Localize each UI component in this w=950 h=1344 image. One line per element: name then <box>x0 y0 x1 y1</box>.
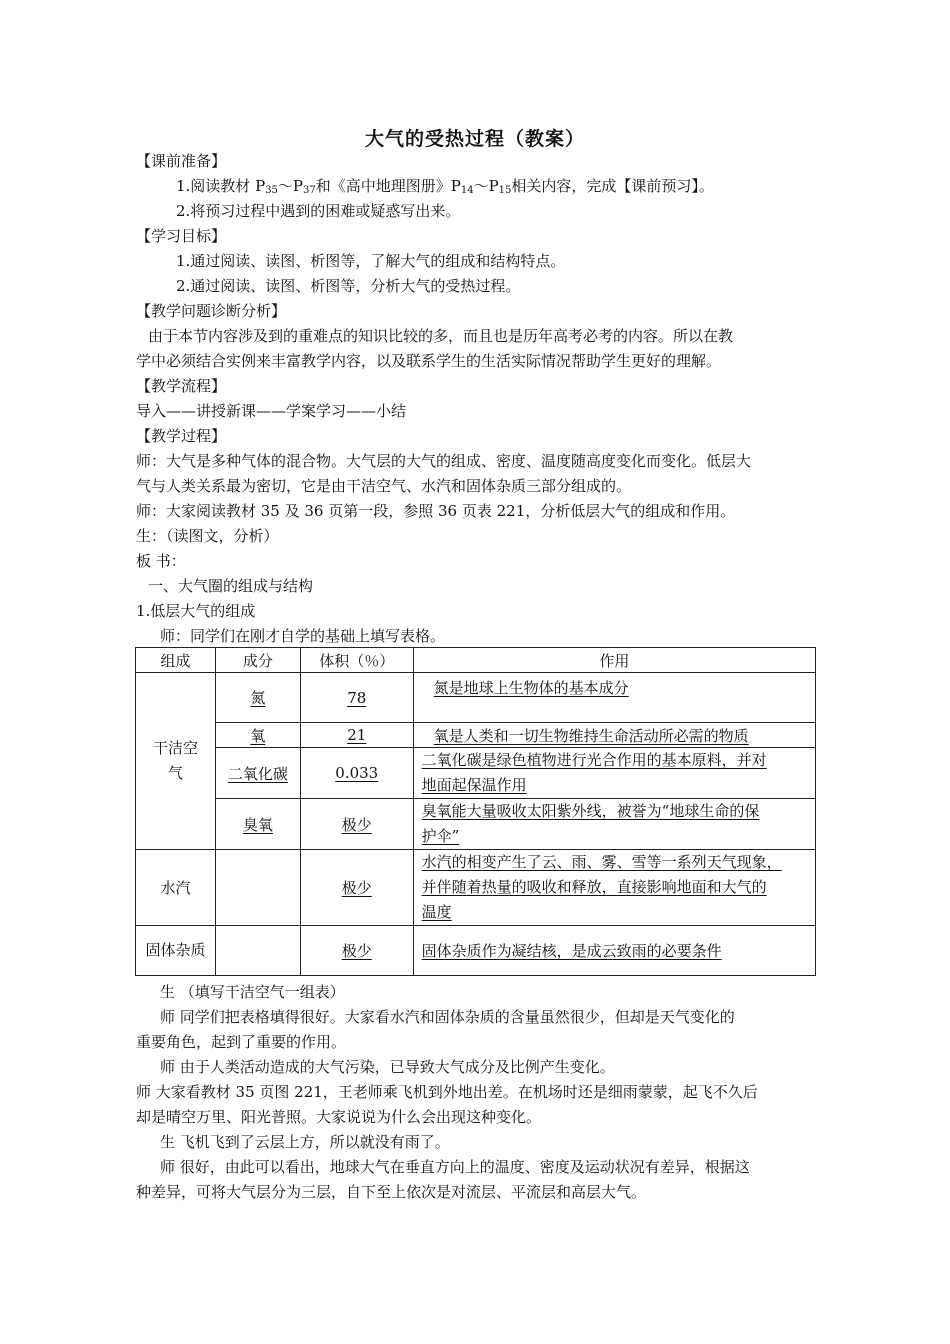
header-cell: 作用 <box>413 648 815 673</box>
volume-cell: 极少 <box>300 799 413 850</box>
after-line-4b: 却是晴空万里、阳光普照。大家说说为什么会出现这种变化。 <box>136 1108 542 1126</box>
goal-item-1: 1.通过阅读、读图、析图等，了解大气的组成和结构特点。 <box>176 252 566 270</box>
goal-item-2: 2.通过阅读、读图、析图等，分析大气的受热过程。 <box>176 277 521 295</box>
prep-item-1: 1.阅读教材 $P_{35}\sim P_{37}$和《高中地理图册》$P_{14}\sim P_{15}$相关内容，完成【课前预习】。 <box>176 177 714 196</box>
after-line-4a: 师 大家看教材 35 页图 221，王老师乘飞机到外地出差。在机场时还是细雨蒙蒙，起飞不久后 <box>136 1083 758 1101</box>
page-title: 大气的受热过程（教案） <box>364 128 585 150</box>
volume-cell: 0.033 <box>300 748 413 799</box>
section-heading-diagnosis: 【教学问题诊断分析】 <box>136 302 287 320</box>
after-line-1: 生 （填写干洁空气一组表） <box>160 983 345 1001</box>
flow-text: 导入——讲授新课——学案学习——小结 <box>136 402 407 420</box>
component-cell <box>215 926 300 976</box>
volume-cell: 极少 <box>300 850 413 926</box>
function-cell: 氧是人类和一切生物维持生命活动所必需的物质 <box>413 723 815 748</box>
atmosphere-composition-table <box>135 647 816 976</box>
section-heading-flow: 【教学流程】 <box>136 377 227 395</box>
volume-cell: 极少 <box>300 926 413 976</box>
after-line-6a: 师 很好，由此可以看出，地球大气在垂直方向上的温度、密度及运动状况有差异，根据这 <box>160 1158 750 1176</box>
function-cell: 固体杂质作为凝结核，是成云致雨的必要条件 <box>413 926 815 976</box>
after-line-6b: 种差异，可将大气层分为三层，自下至上依次是对流层、平流层和高层大气。 <box>136 1183 647 1201</box>
section-heading-goals: 【学习目标】 <box>136 227 227 245</box>
component-cell: 二氧化碳 <box>215 748 300 799</box>
group-cell-dry-air: 干洁空气 <box>136 673 216 850</box>
table-header-row <box>136 648 816 673</box>
table-row <box>136 926 816 976</box>
header-cell: 组成 <box>136 648 216 673</box>
table-row <box>136 673 816 723</box>
function-cell: 氮是地球上生物体的基本成分 <box>413 673 815 723</box>
process-line-1: 师：大气是多种气体的混合物。大气层的大气的组成、密度、温度随高度变化而变化。低层大 <box>136 452 752 470</box>
diagnosis-line-2: 学中必须结合实例来丰富教学内容，以及联系学生的生活实际情况帮助学生更好的理解。 <box>136 352 722 370</box>
function-cell: 臭氧能大量吸收太阳紫外线，被誉为“地球生命的保 护伞” <box>413 799 815 850</box>
table-row <box>136 850 816 926</box>
diagnosis-line-1: 由于本节内容涉及到的重难点的知识比较的多，而且也是历年高考必考的内容。所以在教 <box>148 327 734 345</box>
component-cell: 臭氧 <box>215 799 300 850</box>
table-row <box>136 799 816 850</box>
component-cell: 氮 <box>215 673 300 723</box>
after-line-3: 师 由于人类活动造成的大气污染，已导致大气成分及比例产生变化。 <box>160 1058 615 1076</box>
component-cell: 氧 <box>215 723 300 748</box>
after-line-5: 生 飞机飞到了云层上方，所以就没有雨了。 <box>160 1133 450 1151</box>
process-line-3: 师：大家阅读教材 35 及 36 页第一段，参照 36 页表 221，分析低层大气的组成和作用。 <box>136 502 736 520</box>
after-line-2a: 师 同学们把表格填得很好。大家看水汽和固体杂质的含量虽然很少，但却是天气变化的 <box>160 1008 735 1026</box>
section-heading-process: 【教学过程】 <box>136 427 227 445</box>
board-instruction: 师：同学们在刚才自学的基础上填写表格。 <box>160 627 446 645</box>
board-label: 板 书： <box>136 552 186 570</box>
volume-cell: 78 <box>300 673 413 723</box>
header-cell: 成分 <box>215 648 300 673</box>
table-row <box>136 748 816 799</box>
board-heading-1: 一、大气圈的组成与结构 <box>148 577 314 595</box>
process-line-2: 气与人类关系最为密切，它是由干洁空气、水汽和固体杂质三部分组成的。 <box>136 477 632 495</box>
function-cell: 二氧化碳是绿色植物进行光合作用的基本原料，并对 地面起保温作用 <box>413 748 815 799</box>
component-cell <box>215 850 300 926</box>
group-cell-solid-impurities: 固体杂质 <box>136 926 216 976</box>
after-line-2b: 重要角色，起到了重要的作用。 <box>136 1033 347 1051</box>
header-cell: 体积（％） <box>300 648 413 673</box>
volume-cell: 21 <box>300 723 413 748</box>
process-line-4: 生：（读图文，分析） <box>136 527 279 545</box>
function-cell: 水汽的相变产生了云、雨、雾、雪等一系列天气现象， 并伴随着热量的吸收和释放，直接影响地面和大气的 温度 <box>413 850 815 926</box>
group-cell-water-vapor: 水汽 <box>136 850 216 926</box>
table-row <box>136 723 816 748</box>
board-heading-2: 1.低层大气的组成 <box>136 602 256 620</box>
prep-item-2: 2.将预习过程中遇到的困难或疑惑写出来。 <box>176 202 461 220</box>
section-heading-prep: 【课前准备】 <box>136 152 227 170</box>
